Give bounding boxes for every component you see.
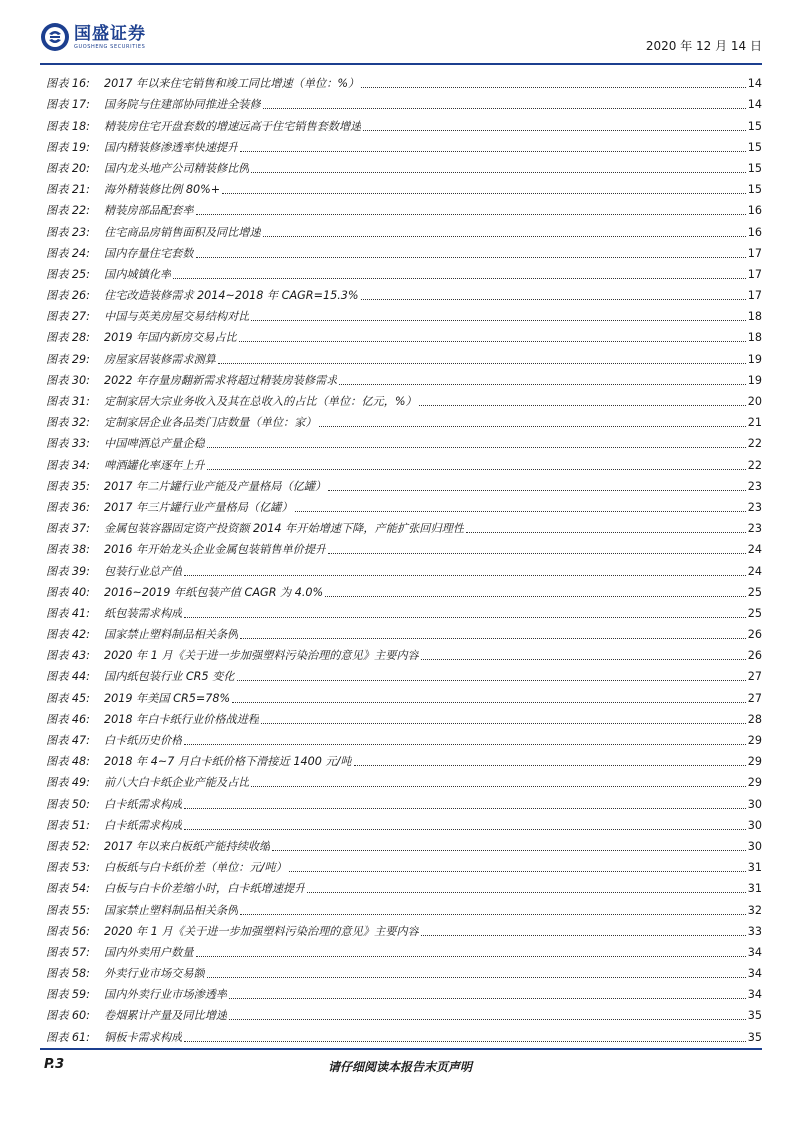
toc-entry-label: 图表 41: — [46, 606, 90, 620]
toc-entry-title: 中国与英美房屋交易结构对比 — [104, 310, 250, 324]
toc-entry[interactable] — [46, 1023, 762, 1044]
toc-entry-title: 2022 年存量房翻新需求将超过精装房装修需求 — [104, 373, 338, 387]
toc-entry-title: 精装房部品配套率 — [104, 204, 194, 218]
toc-entry[interactable] — [46, 706, 762, 727]
toc-entry-page: 22 — [747, 458, 762, 472]
toc-entry-page: 22 — [747, 437, 762, 451]
toc-leader-dots — [184, 808, 745, 809]
toc-entry-title: 房屋家居装修需求测算 — [104, 352, 216, 366]
toc-entry-title: 前八大白卡纸企业产能及占比 — [104, 776, 250, 790]
toc-entry[interactable] — [46, 218, 762, 239]
toc-entry-page: 16 — [747, 204, 762, 218]
toc-leader-dots — [307, 892, 745, 893]
toc-entry-title: 外卖行业市场交易额 — [104, 967, 205, 981]
toc-entry-page: 17 — [747, 267, 762, 281]
toc-entry-page: 33 — [747, 924, 762, 938]
toc-leader-dots — [361, 87, 746, 88]
toc-entry-label: 图表 54: — [46, 882, 90, 896]
toc-entry-label: 图表 16: — [46, 77, 90, 91]
toc-entry[interactable] — [46, 91, 762, 112]
toc-entry-page: 24 — [747, 543, 762, 557]
toc-leader-dots — [466, 532, 746, 533]
toc-entry-label: 图表 38: — [46, 543, 90, 557]
toc-entry-title: 2020 年 1 月《关于进一步加强塑料污染治理的意见》主要内容 — [104, 649, 419, 663]
toc-entry-page: 28 — [747, 712, 762, 726]
toc-entry[interactable] — [46, 642, 762, 663]
toc-entry-page: 15 — [747, 183, 762, 197]
toc-entry-label: 图表 28: — [46, 331, 90, 345]
toc-entry-title: 白板纸与白卡纸价差（单位：元/吨） — [104, 861, 287, 875]
toc-entry[interactable] — [46, 282, 762, 303]
toc-entry-label: 图表 48: — [46, 755, 90, 769]
figure-index-list — [46, 70, 762, 1045]
toc-entry[interactable] — [46, 790, 762, 811]
toc-entry[interactable] — [46, 367, 762, 388]
toc-entry-label: 图表 56: — [46, 924, 90, 938]
disclaimer-note: 请仔细阅读本报告末页声明 — [327, 1060, 472, 1074]
toc-entry[interactable] — [46, 430, 762, 451]
toc-entry-label: 图表 59: — [46, 988, 90, 1002]
toc-leader-dots — [363, 130, 745, 131]
toc-entry[interactable] — [46, 579, 762, 600]
toc-entry-label: 图表 42: — [46, 628, 90, 642]
guosheng-logo-icon — [40, 22, 70, 52]
toc-entry-title: 铜板卡需求构成 — [104, 1030, 183, 1044]
toc-entry[interactable] — [46, 918, 762, 939]
footer-divider — [40, 1048, 762, 1050]
toc-entry-title: 2019 年国内新房交易占比 — [104, 331, 237, 345]
toc-leader-dots — [184, 744, 745, 745]
toc-entry[interactable] — [46, 939, 762, 960]
toc-leader-dots — [239, 341, 746, 342]
page-number: P.3 — [44, 1057, 65, 1072]
toc-entry-page: 35 — [747, 1009, 762, 1023]
toc-leader-dots — [240, 914, 745, 915]
toc-leader-dots — [263, 236, 746, 237]
toc-entry-title: 白卡纸需求构成 — [104, 818, 183, 832]
toc-entry-label: 图表 53: — [46, 861, 90, 875]
toc-entry[interactable] — [46, 473, 762, 494]
toc-entry-label: 图表 26: — [46, 289, 90, 303]
toc-entry-label: 图表 32: — [46, 416, 90, 430]
toc-entry[interactable] — [46, 197, 762, 218]
toc-entry-page: 30 — [747, 839, 762, 853]
toc-entry-page: 34 — [747, 945, 762, 959]
toc-entry-page: 26 — [747, 649, 762, 663]
toc-entry-title: 住宅商品房销售面积及同比增速 — [104, 225, 261, 239]
toc-entry-title: 2017 年三片罐行业产量格局（亿罐） — [104, 500, 293, 514]
toc-entry-label: 图表 52: — [46, 839, 90, 853]
toc-entry-page: 27 — [747, 691, 762, 705]
toc-entry-label: 图表 47: — [46, 734, 90, 747]
toc-leader-dots — [263, 108, 746, 109]
toc-entry[interactable] — [46, 621, 762, 642]
toc-entry[interactable] — [46, 494, 762, 515]
toc-entry-page: 31 — [747, 861, 762, 875]
toc-entry[interactable] — [46, 451, 762, 472]
toc-leader-dots — [325, 596, 746, 597]
toc-entry-page: 18 — [747, 331, 762, 345]
toc-entry-page: 14 — [747, 77, 762, 91]
toc-entry-page: 15 — [747, 161, 762, 175]
toc-entry-page: 21 — [747, 416, 762, 430]
toc-leader-dots — [289, 871, 746, 872]
toc-entry[interactable] — [46, 896, 762, 917]
toc-leader-dots — [184, 829, 745, 830]
toc-entry-label: 图表 35: — [46, 479, 90, 493]
toc-entry-title: 海外精装修比例 80%+ — [104, 183, 221, 197]
toc-entry-title: 国内城镇化率 — [104, 267, 172, 281]
toc-entry-title: 精装房住宅开盘套数的增速远高于住宅销售套数增速 — [104, 119, 362, 133]
toc-entry-title: 国内外卖用户数量 — [104, 945, 194, 959]
toc-entry-label: 图表 18: — [46, 119, 90, 133]
toc-leader-dots — [218, 363, 746, 364]
toc-entry-page: 18 — [747, 310, 762, 324]
toc-entry-label: 图表 23: — [46, 225, 90, 239]
toc-entry-page: 29 — [747, 734, 762, 747]
toc-leader-dots — [184, 617, 745, 618]
toc-entry[interactable] — [46, 684, 762, 705]
toc-entry-title: 定制家居大宗业务收入及其在总收入的占比（单位：亿元，%） — [104, 395, 417, 408]
toc-entry-title: 2018 年 4~7 月白卡纸价格下滑接近 1400 元/吨 — [104, 755, 352, 769]
toc-leader-dots — [207, 469, 746, 470]
toc-entry-label: 图表 36: — [46, 500, 90, 514]
toc-entry[interactable] — [46, 981, 762, 1002]
toc-entry-page: 32 — [747, 903, 762, 917]
toc-entry-title: 卷烟累计产量及同比增速 — [104, 1009, 228, 1023]
toc-leader-dots — [207, 977, 746, 978]
toc-entry[interactable] — [46, 1002, 762, 1023]
toc-leader-dots — [184, 1041, 745, 1042]
toc-entry-label: 图表 58: — [46, 967, 90, 981]
toc-entry-page: 34 — [747, 967, 762, 981]
toc-entry-label: 图表 34: — [46, 458, 90, 472]
toc-leader-dots — [240, 638, 745, 639]
toc-entry-page: 19 — [747, 373, 762, 387]
toc-entry-label: 图表 46: — [46, 712, 90, 726]
toc-entry-title: 2016 年开始龙头企业金属包装销售单价提升 — [104, 543, 327, 557]
toc-entry-page: 19 — [747, 352, 762, 366]
toc-entry-page: 23 — [747, 479, 762, 493]
toc-entry-label: 图表 17: — [46, 98, 90, 112]
toc-leader-dots — [421, 659, 746, 660]
toc-entry-label: 图表 33: — [46, 437, 90, 451]
toc-entry-page: 15 — [747, 119, 762, 133]
logo-chinese-name: 国盛证券 — [74, 23, 146, 44]
toc-entry[interactable] — [46, 663, 762, 684]
toc-entry[interactable] — [46, 324, 762, 345]
toc-entry-label: 图表 40: — [46, 585, 90, 599]
toc-entry-label: 图表 25: — [46, 267, 90, 281]
toc-entry-title: 住宅改造装修需求 2014~2018 年 CAGR=15.3% — [104, 289, 359, 303]
toc-entry[interactable] — [46, 769, 762, 790]
toc-entry-page: 26 — [747, 628, 762, 642]
toc-leader-dots — [339, 384, 745, 385]
toc-entry-label: 图表 27: — [46, 310, 90, 324]
toc-entry-page: 17 — [747, 289, 762, 303]
toc-entry[interactable] — [46, 261, 762, 282]
toc-entry-label: 图表 60: — [46, 1009, 90, 1023]
toc-leader-dots — [419, 405, 746, 406]
toc-entry-title: 2017 年以来白板纸产能持续收缩 — [104, 839, 271, 853]
toc-leader-dots — [222, 193, 746, 194]
toc-entry-label: 图表 57: — [46, 945, 90, 959]
toc-entry-page: 29 — [747, 755, 762, 769]
toc-entry-page: 34 — [747, 988, 762, 1002]
toc-entry-label: 图表 45: — [46, 691, 90, 705]
toc-entry-label: 图表 51: — [46, 818, 90, 832]
page-header — [40, 22, 762, 64]
toc-entry-title: 国内纸包装行业 CR5 变化 — [104, 670, 235, 684]
toc-entry-page: 20 — [747, 395, 762, 408]
toc-leader-dots — [272, 850, 745, 851]
toc-entry-title: 国内存量住宅套数 — [104, 246, 194, 260]
toc-entry-label: 图表 31: — [46, 395, 90, 408]
toc-leader-dots — [328, 553, 746, 554]
toc-entry-title: 国家禁止塑料制品相关条例 — [104, 903, 239, 917]
toc-entry[interactable] — [46, 176, 762, 197]
toc-leader-dots — [184, 575, 745, 576]
toc-leader-dots — [237, 680, 746, 681]
toc-entry-page: 24 — [747, 564, 762, 578]
toc-entry[interactable] — [46, 812, 762, 833]
toc-entry-label: 图表 21: — [46, 183, 90, 197]
toc-entry-label: 图表 44: — [46, 670, 90, 684]
toc-leader-dots — [328, 490, 746, 491]
toc-entry-title: 2016~2019 年纸包装产值 CAGR 为 4.0% — [104, 585, 324, 599]
toc-leader-dots — [319, 426, 746, 427]
toc-entry[interactable] — [46, 960, 762, 981]
toc-leader-dots — [196, 214, 746, 215]
toc-entry-title: 2020 年 1 月《关于进一步加强塑料污染治理的意见》主要内容 — [104, 924, 419, 938]
toc-leader-dots — [207, 447, 746, 448]
toc-entry[interactable] — [46, 727, 762, 748]
toc-entry-title: 国家禁止塑料制品相关条例 — [104, 628, 239, 642]
toc-entry-page: 30 — [747, 797, 762, 811]
toc-entry-title: 定制家居企业各品类门店数量（单位：家） — [104, 416, 317, 430]
toc-entry[interactable] — [46, 134, 762, 155]
toc-entry[interactable] — [46, 112, 762, 133]
toc-leader-dots — [295, 511, 746, 512]
toc-entry[interactable] — [46, 600, 762, 621]
toc-entry-title: 国内精装修渗透率快速提升 — [104, 140, 239, 154]
toc-leader-dots — [251, 172, 745, 173]
toc-entry-title: 白卡纸需求构成 — [104, 797, 183, 811]
toc-entry-label: 图表 49: — [46, 776, 90, 790]
toc-entry-label: 图表 43: — [46, 649, 90, 663]
toc-entry-page: 15 — [747, 140, 762, 154]
report-date: 2020 年 12 月 14 日 — [645, 39, 762, 53]
toc-leader-dots — [240, 151, 745, 152]
toc-entry[interactable] — [46, 303, 762, 324]
toc-entry[interactable] — [46, 833, 762, 854]
toc-entry-title: 2018 年白卡纸行业价格战进程 — [104, 712, 260, 726]
toc-entry[interactable] — [46, 536, 762, 557]
toc-entry-page: 29 — [747, 776, 762, 790]
toc-leader-dots — [251, 320, 745, 321]
toc-entry-page: 23 — [747, 500, 762, 514]
toc-entry-page: 16 — [747, 225, 762, 239]
toc-entry-page: 23 — [747, 522, 762, 536]
toc-entry-page: 35 — [747, 1030, 762, 1044]
toc-leader-dots — [232, 702, 746, 703]
company-logo — [40, 22, 146, 52]
toc-entry-label: 图表 29: — [46, 352, 90, 366]
toc-entry-label: 图表 19: — [46, 140, 90, 154]
toc-entry-label: 图表 55: — [46, 903, 90, 917]
toc-leader-dots — [354, 765, 746, 766]
toc-entry-title: 2019 年美国 CR5=78% — [104, 691, 231, 705]
toc-entry-page: 27 — [747, 670, 762, 684]
toc-entry-title: 金属包装容器固定资产投资额 2014 年开始增速下降，产能扩张回归理性 — [104, 522, 465, 536]
toc-entry[interactable] — [46, 155, 762, 176]
toc-leader-dots — [251, 786, 745, 787]
header-divider — [40, 63, 762, 65]
toc-entry-label: 图表 61: — [46, 1030, 90, 1044]
toc-entry-title: 国内外卖行业市场渗透率 — [104, 988, 228, 1002]
toc-entry-title: 包装行业总产值 — [104, 564, 183, 578]
toc-entry-title: 中国啤酒总产量企稳 — [104, 437, 205, 451]
toc-entry-label: 图表 22: — [46, 204, 90, 218]
toc-entry-page: 31 — [747, 882, 762, 896]
toc-entry-label: 图表 30: — [46, 373, 90, 387]
toc-entry-page: 30 — [747, 818, 762, 832]
toc-leader-dots — [196, 956, 746, 957]
toc-leader-dots — [173, 278, 746, 279]
toc-entry-title: 啤酒罐化率逐年上升 — [104, 458, 205, 472]
toc-entry[interactable] — [46, 854, 762, 875]
toc-leader-dots — [229, 1019, 746, 1020]
toc-entry[interactable] — [46, 557, 762, 578]
toc-entry-label: 图表 24: — [46, 246, 90, 260]
toc-entry[interactable] — [46, 388, 762, 409]
toc-entry-title: 2017 年二片罐行业产能及产量格局（亿罐） — [104, 479, 327, 493]
toc-entry[interactable] — [46, 70, 762, 91]
toc-entry-title: 2017 年以来住宅销售和竣工同比增速（单位：%） — [104, 77, 360, 91]
toc-entry-title: 国内龙头地产公司精装修比例 — [104, 161, 250, 175]
toc-entry-title: 白卡纸历史价格 — [104, 734, 183, 747]
toc-entry-page: 14 — [747, 98, 762, 112]
toc-entry-title: 国务院与住建部协同推进全装修 — [104, 98, 261, 112]
toc-entry-label: 图表 39: — [46, 564, 90, 578]
toc-leader-dots — [229, 998, 746, 999]
toc-leader-dots — [361, 299, 746, 300]
toc-entry[interactable] — [46, 875, 762, 896]
toc-entry-page: 25 — [747, 585, 762, 599]
toc-entry-title: 纸包装需求构成 — [104, 606, 183, 620]
toc-leader-dots — [261, 723, 746, 724]
toc-entry-label: 图表 20: — [46, 161, 90, 175]
toc-entry[interactable] — [46, 345, 762, 366]
toc-entry[interactable] — [46, 409, 762, 430]
toc-entry-page: 25 — [747, 606, 762, 620]
toc-entry[interactable] — [46, 515, 762, 536]
toc-entry-title: 白板与白卡价差缩小时，白卡纸增速提升 — [104, 882, 306, 896]
logo-english-name: GUOSHENG SECURITIES — [74, 43, 146, 50]
toc-leader-dots — [196, 257, 746, 258]
toc-entry-label: 图表 37: — [46, 522, 90, 536]
toc-entry-label: 图表 50: — [46, 797, 90, 811]
toc-entry[interactable] — [46, 240, 762, 261]
toc-entry-page: 17 — [747, 246, 762, 260]
toc-leader-dots — [421, 935, 746, 936]
toc-entry[interactable] — [46, 748, 762, 769]
